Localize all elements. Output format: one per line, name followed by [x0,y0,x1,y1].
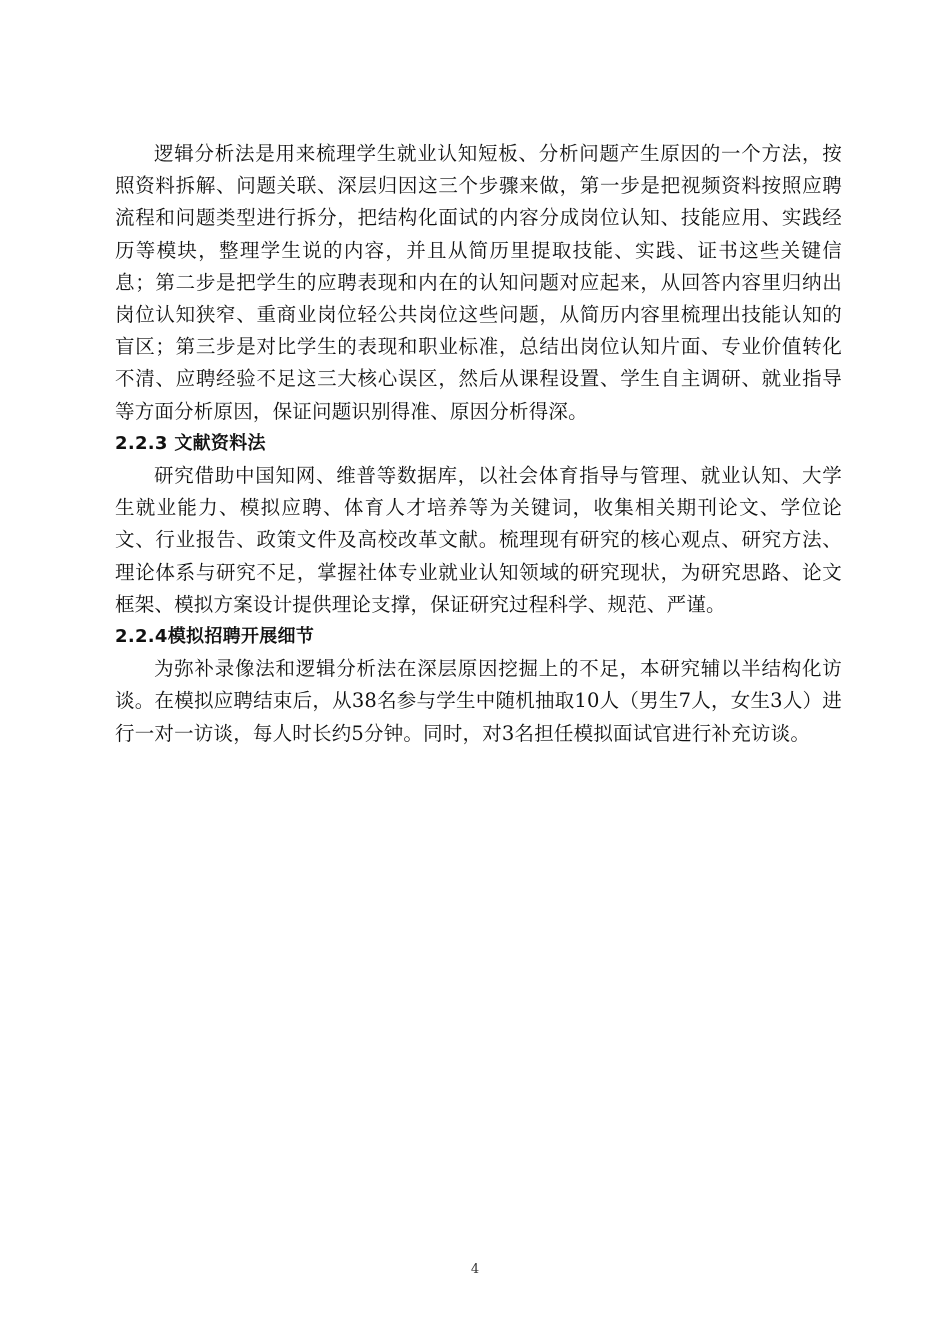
paragraph-literature: 研究借助中国知网、维普等数据库，以社会体育指导与管理、就业认知、大学生就业能力、模拟应聘、体育人才培养等为关键词，收集相关期刊论文、学位论文、行业报告、政策文件及高校改革文献。梳理现有研究的核心观点、研究方法、理论体系与研究不足，掌握社体专业就业认知领域的研究现状，为研究思路、论文框架、模拟方案设计提供理论支撑，保证研究过程科学、规范、严谨。 [115,464,842,616]
document-body [115,138,842,750]
heading-2-2-3: 2.2.3 文献资料法 [115,432,266,454]
heading-2-2-4: 2.2.4模拟招聘开展细节 [115,626,315,648]
paragraph-logic-analysis: 逻辑分析法是用来梳理学生就业认知短板、分析问题产生原因的一个方法，按照资料拆解、问题关联、深层归因这三个步骤来做，第一步是把视频资料按照应聘流程和问题类型进行拆分，把结构化面试的内容分成岗位认知、技能应用、实践经历等模块，整理学生说的内容，并且从简历里提取技能、实践、证书这些关键信息；第二步是把学生的应聘表现和内在的认知问题对应起来，从回答内容里归纳出岗位认知狭窄、重商业岗位轻公共岗位这些问题，从简历内容里梳理出技能认知的盲区；第三步是对比学生的表现和职业标准，总结出岗位认知片面、专业价值转化不清、应聘经验不足这三大核心误区，然后从课程设置、学生自主调研、就业指导等方面分析原因，保证问题识别得准、原因分析得深。 [115,142,842,423]
page-number: 4 [470,1262,480,1277]
paragraph-mock-recruitment: 为弥补录像法和逻辑分析法在深层原因挖掘上的不足，本研究辅以半结构化访谈。在模拟应聘结束后，从38名参与学生中随机抽取10人（男生7人，女生3人）进行一对一访谈，每人时长约5分钟。同时，对3名担任模拟面试官进行补充访谈。 [115,657,842,745]
